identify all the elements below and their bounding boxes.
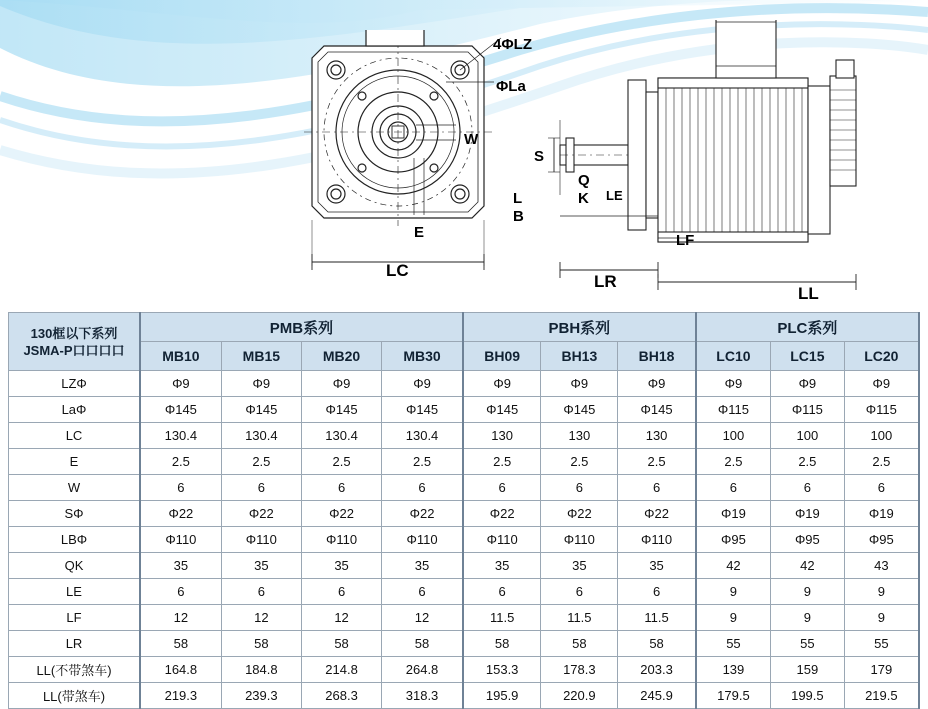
table-row bbox=[9, 605, 920, 631]
cell-lz-mb15: Φ9 bbox=[221, 371, 301, 397]
cell-llnb-bh18: 203.3 bbox=[618, 657, 696, 683]
cell-lr-lc20: 55 bbox=[844, 631, 919, 657]
cell-e-mb10: 2.5 bbox=[140, 449, 221, 475]
cell-llb-lc20: 219.5 bbox=[844, 683, 919, 709]
cell-qk-bh09: 35 bbox=[463, 553, 541, 579]
group-header-plc: PLC系列 bbox=[696, 313, 919, 342]
group-header-pbh: PBH系列 bbox=[463, 313, 696, 342]
model-header-lc20: LC20 bbox=[844, 342, 919, 371]
cell-w-mb30: 6 bbox=[382, 475, 463, 501]
cell-lr-bh09: 58 bbox=[463, 631, 541, 657]
row-label-lb: LBΦ bbox=[9, 527, 141, 553]
cell-w-lc15: 6 bbox=[771, 475, 845, 501]
cell-lz-mb20: Φ9 bbox=[301, 371, 381, 397]
row-label-lr: LR bbox=[9, 631, 141, 657]
row-label-qk: QK bbox=[9, 553, 141, 579]
table-row bbox=[9, 631, 920, 657]
table-row bbox=[9, 371, 920, 397]
cell-lf-mb15: 12 bbox=[221, 605, 301, 631]
dim-label-4phi-lz: 4ΦLZ bbox=[493, 36, 532, 53]
cell-lr-lc15: 55 bbox=[771, 631, 845, 657]
table-row bbox=[9, 397, 920, 423]
cell-lb-lc15: Φ95 bbox=[771, 527, 845, 553]
cell-lf-bh09: 11.5 bbox=[463, 605, 541, 631]
cell-s-mb20: Φ22 bbox=[301, 501, 381, 527]
cell-qk-lc20: 43 bbox=[844, 553, 919, 579]
model-header-lc10: LC10 bbox=[696, 342, 771, 371]
table-model-header-row bbox=[9, 342, 920, 371]
model-header-mb10: MB10 bbox=[140, 342, 221, 371]
cell-lc-bh18: 130 bbox=[618, 423, 696, 449]
row-label-lc: LC bbox=[9, 423, 141, 449]
corner-line-2: JSMA-P口口口口 bbox=[23, 342, 125, 358]
model-header-mb20: MB20 bbox=[301, 342, 381, 371]
cell-llnb-bh09: 153.3 bbox=[463, 657, 541, 683]
cell-llb-lc10: 179.5 bbox=[696, 683, 771, 709]
table-row bbox=[9, 527, 920, 553]
cell-lb-bh13: Φ110 bbox=[541, 527, 618, 553]
cell-llnb-bh13: 178.3 bbox=[541, 657, 618, 683]
cell-e-mb20: 2.5 bbox=[301, 449, 381, 475]
cell-lf-bh13: 11.5 bbox=[541, 605, 618, 631]
cell-qk-mb10: 35 bbox=[140, 553, 221, 579]
model-header-lc15: LC15 bbox=[771, 342, 845, 371]
cell-llb-lc15: 199.5 bbox=[771, 683, 845, 709]
model-header-mb15: MB15 bbox=[221, 342, 301, 371]
cell-e-mb30: 2.5 bbox=[382, 449, 463, 475]
cell-lf-lc15: 9 bbox=[771, 605, 845, 631]
cell-lb-bh09: Φ110 bbox=[463, 527, 541, 553]
table-row bbox=[9, 579, 920, 605]
row-label-lz: LZΦ bbox=[9, 371, 141, 397]
cell-la-bh13: Φ145 bbox=[541, 397, 618, 423]
dim-label-ll: LL bbox=[798, 284, 819, 302]
group-header-pmb: PMB系列 bbox=[140, 313, 463, 342]
cell-llb-bh18: 245.9 bbox=[618, 683, 696, 709]
model-header-bh18: BH18 bbox=[618, 342, 696, 371]
cell-qk-mb20: 35 bbox=[301, 553, 381, 579]
table-row bbox=[9, 683, 920, 709]
cell-s-bh18: Φ22 bbox=[618, 501, 696, 527]
dim-label-phi-la: ΦLa bbox=[496, 78, 526, 95]
row-label-ll-brake: LL(带煞车) bbox=[9, 683, 141, 709]
specification-table bbox=[8, 312, 920, 709]
cell-la-mb20: Φ145 bbox=[301, 397, 381, 423]
cell-lb-mb30: Φ110 bbox=[382, 527, 463, 553]
dim-label-s: S bbox=[534, 148, 545, 165]
cell-llb-mb30: 318.3 bbox=[382, 683, 463, 709]
side-view-drawing bbox=[520, 20, 920, 290]
cell-e-bh13: 2.5 bbox=[541, 449, 618, 475]
cell-qk-lc10: 42 bbox=[696, 553, 771, 579]
cell-qk-bh13: 35 bbox=[541, 553, 618, 579]
cell-llb-mb10: 219.3 bbox=[140, 683, 221, 709]
cell-lr-lc10: 55 bbox=[696, 631, 771, 657]
front-view-drawing bbox=[296, 30, 516, 280]
row-label-s: SΦ bbox=[9, 501, 141, 527]
cell-w-mb20: 6 bbox=[301, 475, 381, 501]
model-header-bh13: BH13 bbox=[541, 342, 618, 371]
dim-label-q: Q bbox=[578, 172, 590, 189]
dim-label-k: K bbox=[578, 190, 589, 207]
cell-llnb-mb30: 264.8 bbox=[382, 657, 463, 683]
row-label-lf: LF bbox=[9, 605, 141, 631]
dim-label-l: L bbox=[513, 190, 523, 207]
cell-le-mb20: 6 bbox=[301, 579, 381, 605]
cell-lz-bh13: Φ9 bbox=[541, 371, 618, 397]
cell-lf-lc20: 9 bbox=[844, 605, 919, 631]
table-row bbox=[9, 553, 920, 579]
cell-lr-bh13: 58 bbox=[541, 631, 618, 657]
cell-s-lc15: Φ19 bbox=[771, 501, 845, 527]
table-group-header-row bbox=[9, 313, 920, 342]
row-label-la: LaΦ bbox=[9, 397, 141, 423]
cell-llnb-lc10: 139 bbox=[696, 657, 771, 683]
cell-s-mb30: Φ22 bbox=[382, 501, 463, 527]
cell-lz-mb10: Φ9 bbox=[140, 371, 221, 397]
table-row bbox=[9, 423, 920, 449]
cell-llb-bh13: 220.9 bbox=[541, 683, 618, 709]
cell-la-bh18: Φ145 bbox=[618, 397, 696, 423]
table-row bbox=[9, 657, 920, 683]
cell-lz-lc15: Φ9 bbox=[771, 371, 845, 397]
cell-lb-mb15: Φ110 bbox=[221, 527, 301, 553]
row-label-le: LE bbox=[9, 579, 141, 605]
cell-qk-mb15: 35 bbox=[221, 553, 301, 579]
cell-lf-bh18: 11.5 bbox=[618, 605, 696, 631]
cell-lr-mb10: 58 bbox=[140, 631, 221, 657]
cell-lc-lc20: 100 bbox=[844, 423, 919, 449]
cell-llnb-mb20: 214.8 bbox=[301, 657, 381, 683]
cell-lc-mb15: 130.4 bbox=[221, 423, 301, 449]
dim-label-lc: LC bbox=[386, 261, 409, 280]
table-row bbox=[9, 501, 920, 527]
cell-le-lc10: 9 bbox=[696, 579, 771, 605]
cell-lz-lc10: Φ9 bbox=[696, 371, 771, 397]
cell-qk-bh18: 35 bbox=[618, 553, 696, 579]
dim-label-e: E bbox=[414, 224, 425, 241]
cell-lc-mb20: 130.4 bbox=[301, 423, 381, 449]
cell-w-bh18: 6 bbox=[618, 475, 696, 501]
dim-label-lf: LF bbox=[676, 232, 695, 249]
cell-lc-mb10: 130.4 bbox=[140, 423, 221, 449]
cell-lz-mb30: Φ9 bbox=[382, 371, 463, 397]
cell-w-mb10: 6 bbox=[140, 475, 221, 501]
cell-s-mb10: Φ22 bbox=[140, 501, 221, 527]
corner-line-1: 130框以下系列 bbox=[30, 325, 118, 341]
cell-lc-lc10: 100 bbox=[696, 423, 771, 449]
cell-la-bh09: Φ145 bbox=[463, 397, 541, 423]
dim-label-b: B bbox=[513, 208, 524, 225]
cell-la-mb15: Φ145 bbox=[221, 397, 301, 423]
cell-lz-bh18: Φ9 bbox=[618, 371, 696, 397]
cell-llnb-lc20: 179 bbox=[844, 657, 919, 683]
cell-le-mb15: 6 bbox=[221, 579, 301, 605]
row-label-e: E bbox=[9, 449, 141, 475]
cell-la-lc15: Φ115 bbox=[771, 397, 845, 423]
cell-s-lc20: Φ19 bbox=[844, 501, 919, 527]
cell-lb-lc10: Φ95 bbox=[696, 527, 771, 553]
cell-lz-lc20: Φ9 bbox=[844, 371, 919, 397]
table-row bbox=[9, 475, 920, 501]
model-header-bh09: BH09 bbox=[463, 342, 541, 371]
cell-qk-lc15: 42 bbox=[771, 553, 845, 579]
cell-le-mb10: 6 bbox=[140, 579, 221, 605]
dim-label-w: W bbox=[464, 131, 479, 148]
cell-s-mb15: Φ22 bbox=[221, 501, 301, 527]
cell-lc-bh09: 130 bbox=[463, 423, 541, 449]
cell-le-lc20: 9 bbox=[844, 579, 919, 605]
cell-lf-lc10: 9 bbox=[696, 605, 771, 631]
cell-llnb-mb15: 184.8 bbox=[221, 657, 301, 683]
cell-qk-mb30: 35 bbox=[382, 553, 463, 579]
cell-llb-mb15: 239.3 bbox=[221, 683, 301, 709]
cell-w-bh09: 6 bbox=[463, 475, 541, 501]
row-label-w: W bbox=[9, 475, 141, 501]
cell-la-mb10: Φ145 bbox=[140, 397, 221, 423]
cell-lb-mb10: Φ110 bbox=[140, 527, 221, 553]
cell-llnb-mb10: 164.8 bbox=[140, 657, 221, 683]
cell-e-lc15: 2.5 bbox=[771, 449, 845, 475]
cell-la-mb30: Φ145 bbox=[382, 397, 463, 423]
cell-w-bh13: 6 bbox=[541, 475, 618, 501]
cell-lz-bh09: Φ9 bbox=[463, 371, 541, 397]
cell-lr-mb20: 58 bbox=[301, 631, 381, 657]
dim-label-le: LE bbox=[606, 188, 623, 203]
cell-lf-mb30: 12 bbox=[382, 605, 463, 631]
cell-lf-mb10: 12 bbox=[140, 605, 221, 631]
table-corner-cell bbox=[9, 313, 141, 371]
cell-s-lc10: Φ19 bbox=[696, 501, 771, 527]
cell-w-mb15: 6 bbox=[221, 475, 301, 501]
cell-lc-bh13: 130 bbox=[541, 423, 618, 449]
cell-lf-mb20: 12 bbox=[301, 605, 381, 631]
cell-s-bh13: Φ22 bbox=[541, 501, 618, 527]
row-label-ll-no-brake: LL(不带煞车) bbox=[9, 657, 141, 683]
cell-llb-bh09: 195.9 bbox=[463, 683, 541, 709]
cell-e-lc10: 2.5 bbox=[696, 449, 771, 475]
cell-le-lc15: 9 bbox=[771, 579, 845, 605]
table-row bbox=[9, 449, 920, 475]
motor-dimension-diagram bbox=[0, 0, 928, 302]
model-header-mb30: MB30 bbox=[382, 342, 463, 371]
cell-llnb-lc15: 159 bbox=[771, 657, 845, 683]
cell-la-lc20: Φ115 bbox=[844, 397, 919, 423]
cell-lb-mb20: Φ110 bbox=[301, 527, 381, 553]
cell-le-bh18: 6 bbox=[618, 579, 696, 605]
cell-lr-mb30: 58 bbox=[382, 631, 463, 657]
cell-e-bh09: 2.5 bbox=[463, 449, 541, 475]
cell-le-bh13: 6 bbox=[541, 579, 618, 605]
cell-le-mb30: 6 bbox=[382, 579, 463, 605]
cell-lr-mb15: 58 bbox=[221, 631, 301, 657]
cell-le-bh09: 6 bbox=[463, 579, 541, 605]
cell-s-bh09: Φ22 bbox=[463, 501, 541, 527]
cell-lr-bh18: 58 bbox=[618, 631, 696, 657]
cell-lb-lc20: Φ95 bbox=[844, 527, 919, 553]
cell-la-lc10: Φ115 bbox=[696, 397, 771, 423]
cell-llb-mb20: 268.3 bbox=[301, 683, 381, 709]
dim-label-lr: LR bbox=[594, 272, 617, 291]
cell-e-mb15: 2.5 bbox=[221, 449, 301, 475]
cell-lb-bh18: Φ110 bbox=[618, 527, 696, 553]
cell-e-bh18: 2.5 bbox=[618, 449, 696, 475]
cell-w-lc10: 6 bbox=[696, 475, 771, 501]
cell-w-lc20: 6 bbox=[844, 475, 919, 501]
cell-e-lc20: 2.5 bbox=[844, 449, 919, 475]
cell-lc-lc15: 100 bbox=[771, 423, 845, 449]
cell-lc-mb30: 130.4 bbox=[382, 423, 463, 449]
